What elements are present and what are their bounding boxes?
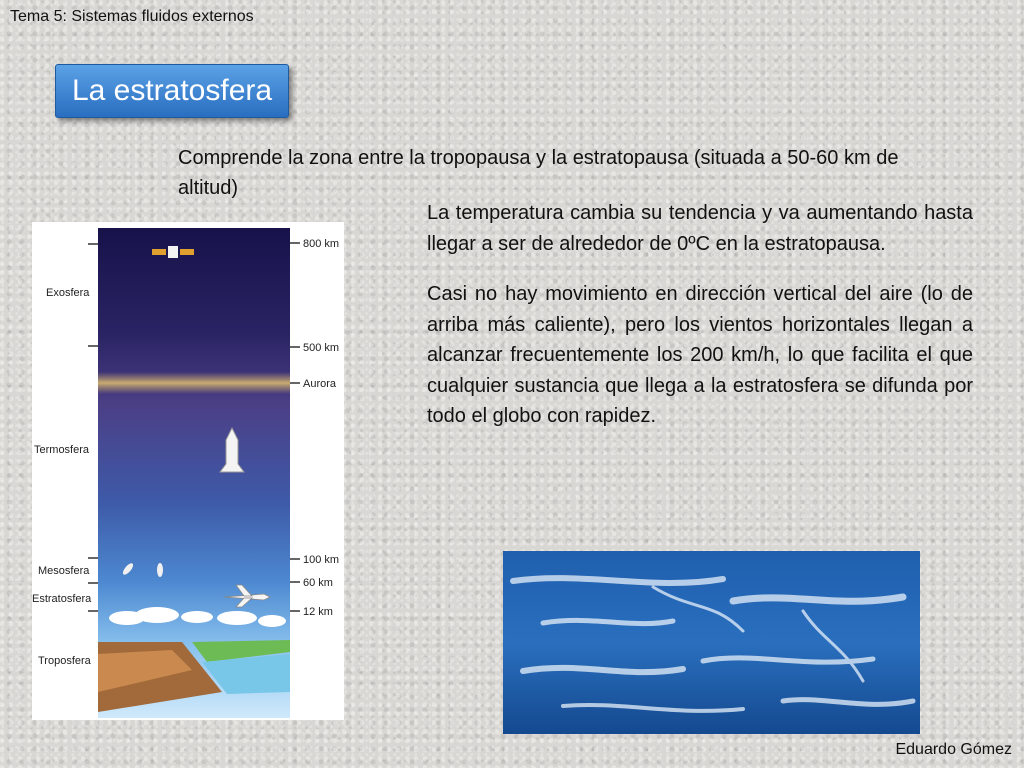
layer-label-estratosfera: Estratosfera xyxy=(32,593,92,605)
body-text xyxy=(427,198,973,452)
layer-label-mesosfera: Mesosfera xyxy=(38,565,90,577)
altitude-label-12km: 12 km xyxy=(303,606,333,618)
slide-title: La estratosfera xyxy=(55,64,289,118)
atmosphere-diagram xyxy=(32,222,344,720)
course-title: Tema 5: Sistemas fluidos externos xyxy=(10,8,254,25)
layer-label-troposfera: Troposfera xyxy=(38,655,91,667)
layer-label-termosfera: Termosfera xyxy=(34,444,90,456)
paragraph-temperature: La temperatura cambia su tendencia y va aumentando hasta llegar a ser de alrededor de 0ºC en la estratopausa. xyxy=(427,202,973,255)
altitude-label-500km: 500 km xyxy=(303,342,340,354)
author-name: Eduardo Gómez xyxy=(895,741,1012,758)
layer-label-exosfera: Exosfera xyxy=(46,287,90,299)
altitude-label-800km: 800 km xyxy=(303,238,340,250)
intro-text: Comprende la zona entre la tropopausa y la estratopausa (situada a 50-60 km de altitud) xyxy=(178,147,899,199)
altitude-label-aurora: Aurora xyxy=(303,378,337,390)
cirrus-sky-photo xyxy=(503,551,920,734)
altitude-label-100km: 100 km xyxy=(303,554,340,566)
paragraph-winds: Casi no hay movimiento en dirección vertical del aire (lo de arriba más caliente), pero los vientos horizontales llegan a alcanzar frecuentemente los 200 km/h, lo que facilita el que cualquier sustancia que llega a la estratosfera se difunda por todo el globo con rapidez. xyxy=(427,283,973,427)
altitude-label-60km: 60 km xyxy=(303,577,333,589)
